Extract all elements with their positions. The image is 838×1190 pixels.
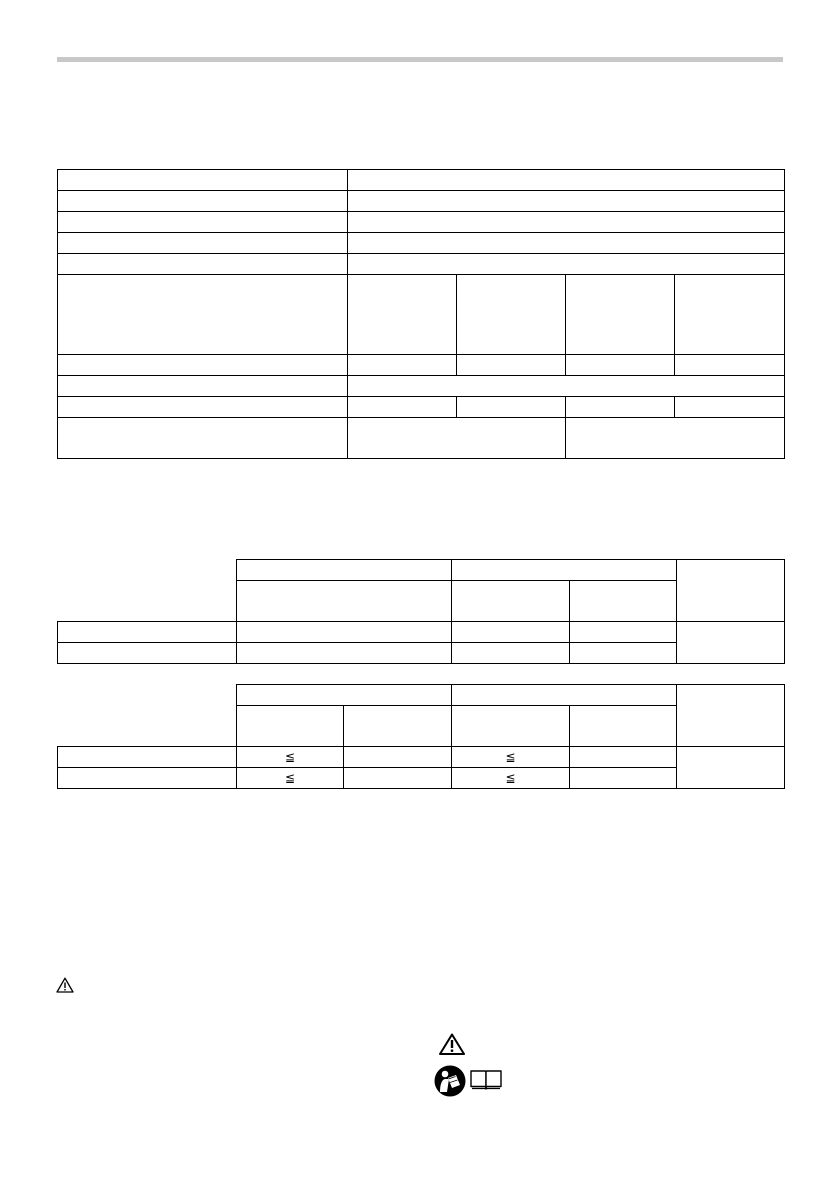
value-cell [570, 643, 677, 664]
value-cell [570, 622, 677, 643]
group-header-cell [237, 685, 452, 706]
value-cell [570, 768, 677, 789]
value-cell [344, 747, 452, 768]
group-header-cell [452, 685, 677, 706]
table-row [58, 191, 785, 212]
table-row [58, 212, 785, 233]
spec-value-cell [348, 170, 785, 191]
table-row [58, 685, 785, 706]
sub-header-cell [237, 706, 344, 747]
row-label-cell [58, 768, 237, 789]
spec-value-cell [348, 355, 457, 376]
value-cell [237, 622, 452, 643]
spec-label-cell [58, 212, 348, 233]
warning-triangle-icon [56, 977, 74, 993]
table-row [58, 747, 785, 768]
specifications-table [57, 169, 785, 459]
le-symbol: ≦ [452, 747, 570, 768]
spec-value-cell [457, 355, 566, 376]
value-cell [452, 622, 570, 643]
spec-label-cell [58, 191, 348, 212]
group-header-cell [237, 560, 452, 581]
table-row [58, 170, 785, 191]
spec-value-cell [675, 355, 785, 376]
header-rule [57, 57, 783, 62]
spec-value-cell [566, 397, 675, 418]
row-label-cell [58, 622, 237, 643]
sub-header-cell [237, 581, 452, 622]
table-row [58, 397, 785, 418]
spec-label-cell [58, 376, 348, 397]
spec-value-cell [675, 397, 785, 418]
sub-header-cell [570, 581, 677, 622]
spec-value-cell [348, 212, 785, 233]
spec-label-cell [58, 170, 348, 191]
table-row [58, 233, 785, 254]
le-symbol: ≦ [237, 768, 344, 789]
le-symbol: ≦ [452, 768, 570, 789]
spec-label-cell [58, 254, 348, 275]
sub-header-cell [570, 706, 677, 747]
sub-header-cell [452, 581, 570, 622]
read-instruction-manual-icon [434, 1065, 466, 1097]
table-row [58, 643, 785, 664]
value-cell [570, 747, 677, 768]
value-cell [344, 768, 452, 789]
spec-value-cell [348, 376, 785, 397]
value-cell [237, 643, 452, 664]
group-header-cell [452, 560, 677, 581]
table-row [58, 768, 785, 789]
book-icon [470, 1068, 502, 1090]
table-row [58, 418, 785, 459]
table-row [58, 622, 785, 643]
spec-value-cell [566, 418, 785, 459]
group-header-cell [677, 560, 785, 622]
spec-label-cell [58, 397, 348, 418]
spec-value-cell [566, 355, 675, 376]
model-column-header [566, 275, 675, 355]
spec-label-cell [58, 275, 348, 355]
model-column-header [348, 275, 457, 355]
value-cell [677, 747, 785, 789]
warning-triangle-icon [439, 1033, 465, 1055]
model-column-header [675, 275, 785, 355]
model-column-header [457, 275, 566, 355]
spec-value-cell [348, 254, 785, 275]
table-row [58, 355, 785, 376]
group-header-cell [677, 685, 785, 747]
spec-value-cell [457, 397, 566, 418]
value-cell [452, 643, 570, 664]
corner-cell [58, 685, 237, 747]
le-symbol: ≦ [237, 747, 344, 768]
table-row [58, 254, 785, 275]
spec-label-cell [58, 233, 348, 254]
sub-header-cell [344, 706, 452, 747]
data-table-2 [57, 559, 785, 664]
spec-value-cell [348, 233, 785, 254]
spec-value-cell [348, 191, 785, 212]
table-row [58, 376, 785, 397]
row-label-cell [58, 747, 237, 768]
spec-label-cell [58, 355, 348, 376]
value-cell [677, 622, 785, 664]
data-table-3 [57, 684, 785, 789]
corner-cell [58, 560, 237, 622]
spec-value-cell [348, 397, 457, 418]
table-row [58, 560, 785, 581]
sub-header-cell [452, 706, 570, 747]
table-row [58, 275, 785, 355]
spec-label-cell [58, 418, 348, 459]
spec-value-cell [348, 418, 566, 459]
row-label-cell [58, 643, 237, 664]
